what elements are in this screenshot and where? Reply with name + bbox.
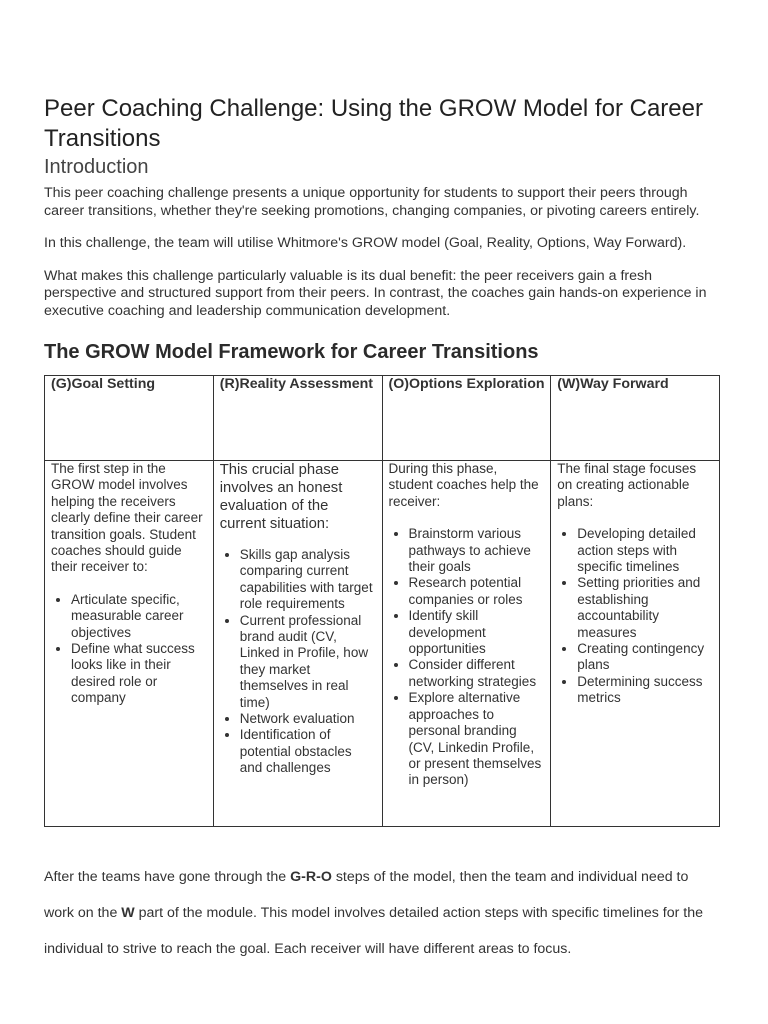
bullet-list <box>220 547 377 777</box>
list-item: • Explore alternative approaches to personal branding (CV, Linkedin Profile, or present themselves in person) <box>409 690 546 788</box>
list-item: • Brainstorm various pathways to achieve their goals <box>409 526 546 575</box>
cell-options-exploration <box>382 461 551 827</box>
list-item: • Research potential companies or roles <box>409 575 546 608</box>
list-item: • Identify skill development opportunities <box>409 608 546 657</box>
framework-heading: The GROW Model Framework for Career Transitions <box>44 341 539 363</box>
list-item: • Current professional brand audit (CV, Linked in Profile, how they market themselves in real time) <box>240 613 377 711</box>
list-item: • Articulate specific, measurable career objectives <box>71 592 208 641</box>
list-item: • Define what success looks like in their desired role or company <box>71 641 208 707</box>
list-item: • Skills gap analysis comparing current capabilities with target role requirements <box>240 547 377 613</box>
list-item: • Setting priorities and establishing accountability measures <box>577 575 714 641</box>
intro-paragraph-3: What makes this challenge particularly valuable is its dual benefit: the peer receivers gain a fresh perspective and structured support from their peers. In contrast, the coaches gain hands-on experience in executive coaching and leadership communication development. <box>44 267 707 319</box>
bullet-list <box>51 592 208 707</box>
list-item: • Determining success metrics <box>577 674 714 707</box>
list-item: • Consider different networking strategies <box>409 657 546 690</box>
closing-bold-w: W <box>121 905 135 921</box>
bullet-list <box>557 526 714 706</box>
introduction-heading: Introduction <box>44 156 149 178</box>
document-page <box>44 94 720 967</box>
list-item: • Identification of potential obstacles and challenges <box>240 727 377 776</box>
closing-paragraph <box>44 859 720 967</box>
header-options-exploration: (O)Options Exploration <box>382 376 551 461</box>
cell-lead-text: The first step in the GROW model involves helping the receivers clearly define their career transition goals. Student coaches should guide their receiver to: <box>51 461 203 575</box>
grow-model-table <box>44 375 720 827</box>
header-way-forward: (W)Way Forward <box>551 376 720 461</box>
list-item: • Creating contingency plans <box>577 641 714 674</box>
cell-goal-setting <box>45 461 214 827</box>
bullet-list <box>389 526 546 789</box>
closing-text: part of the module. This model involves detailed action steps with specific timelines for the individual to strive to reach the goal. Each receiver will have different areas to focus. <box>44 905 704 957</box>
table-header-row <box>45 376 720 461</box>
cell-reality-assessment <box>213 461 382 827</box>
cell-lead-text: During this phase, student coaches help the receiver: <box>388 461 539 509</box>
closing-text: After the teams have gone through the <box>44 869 291 885</box>
cell-lead-text: The final stage focuses on creating actionable plans: <box>557 461 697 509</box>
intro-paragraph-2: In this challenge, the team will utilise Whitmore's GROW model (Goal, Reality, Options, Way Forward). <box>44 235 687 251</box>
list-item: • Network evaluation <box>240 711 377 727</box>
closing-bold-gro: G-R-O <box>290 869 332 885</box>
document-title: Peer Coaching Challenge: Using the GROW Model for Career Transitions <box>44 95 703 152</box>
closing-text: steps of the model, then the team and individual need to work on the <box>44 869 689 921</box>
header-goal-setting: (G)Goal Setting <box>45 376 214 461</box>
header-reality-assessment: (R)Reality Assessment <box>213 376 382 461</box>
intro-paragraph-1: This peer coaching challenge presents a unique opportunity for students to support their peers through career transitions, whether they're seeking promotions, changing companies, or pivoting careers entirely. <box>44 185 700 219</box>
cell-way-forward <box>551 461 720 827</box>
table-row <box>45 461 720 827</box>
list-item: • Developing detailed action steps with specific timelines <box>577 526 714 575</box>
cell-lead-text: This crucial phase involves an honest evaluation of the current situation: <box>219 462 343 532</box>
